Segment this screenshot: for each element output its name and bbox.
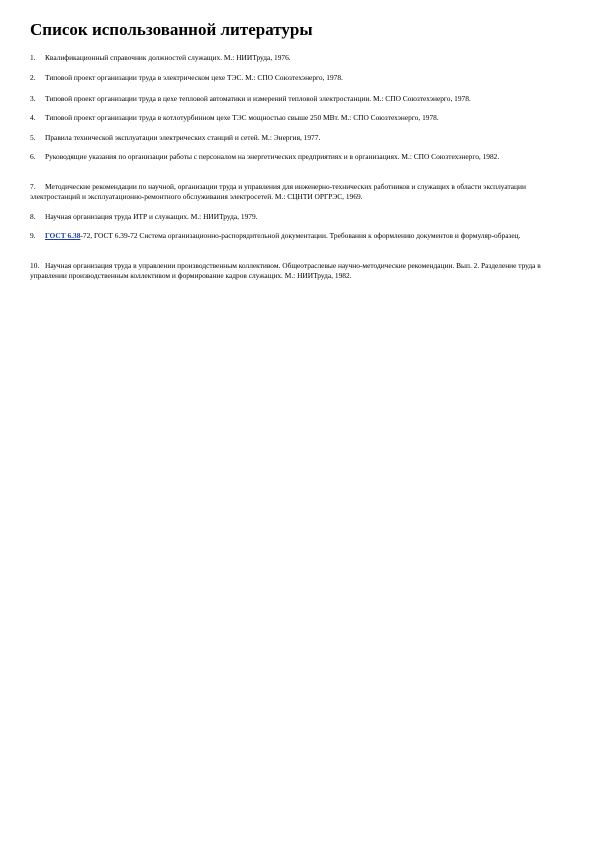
reference-text: Правила технической эксплуатации электрических станций и сетей. М.: Энергия, 1977.	[45, 133, 321, 142]
reference-number: 1.	[30, 53, 36, 62]
reference-item	[30, 94, 570, 104]
reference-number: 7.	[30, 182, 36, 191]
reference-text: Руководящие указания по организации работы с персоналом на энергетических предприятиях и в организациях. М.: СПО Союзтехэнерго, 1982.	[45, 152, 500, 161]
reference-text: -72, ГОСТ 6.39-72 Система организационно-распорядительной документации. Требования к оформлению документов и формуляр-образец.	[80, 231, 521, 240]
reference-item	[30, 212, 570, 222]
reference-number: 8.	[30, 212, 36, 221]
reference-number: 5.	[30, 133, 36, 142]
gost-link[interactable]: ГОСТ 6.38	[45, 231, 81, 240]
reference-item	[30, 182, 570, 202]
reference-text: Научная организация труда в управлении производственным коллективом. Общеотраслевые научно-методические рекомендации. Вып. 2. Разделение труда в управлении производственным коллективом и формирование кадров служащих. М.: НИИТруда, 1982.	[30, 261, 541, 280]
reference-item	[30, 231, 570, 241]
reference-number: 9.	[30, 231, 36, 240]
reference-number: 10.	[30, 261, 40, 270]
reference-text: Научная организация труда ИТР и служащих. М.: НИИТруда, 1979.	[45, 212, 258, 221]
reference-text: Типовой проект организации труда в цехе тепловой автоматики и измерений тепловой электростанции. М.: СПО Союзтехэнерго, 1978.	[45, 94, 471, 103]
reference-number: 6.	[30, 152, 36, 161]
reference-item	[30, 73, 570, 83]
reference-text: Типовой проект организации труда в электрическом цехе ТЭС. М.: СПО Союзтехэнерго, 1978.	[45, 73, 343, 82]
reference-item	[30, 133, 570, 143]
reference-number: 2.	[30, 73, 36, 82]
reference-text: Методические рекомендации по научной, организации труда и управления для инженерно-технических работников и служащих в области эксплуатации электростанций и эксплуатационно-ремонтного обслуживания электросетей. М.: СЦНТИ ОРГРЭС, 1969.	[30, 182, 526, 201]
reference-number: 4.	[30, 113, 36, 122]
reference-item	[30, 261, 570, 281]
reference-text: Типовой проект организации труда в котлотурбинном цехе ТЭС мощностью свыше 250 МВт. М.: СПО Союзтехэнерго, 1978.	[45, 113, 439, 122]
reference-text: Квалификационный справочник должностей служащих. М.: НИИТруда, 1976.	[45, 53, 291, 62]
reference-item	[30, 53, 570, 63]
reference-number: 3.	[30, 94, 36, 103]
reference-item	[30, 113, 570, 123]
page-title: Список использованной литературы	[30, 20, 313, 39]
reference-item	[30, 152, 570, 162]
